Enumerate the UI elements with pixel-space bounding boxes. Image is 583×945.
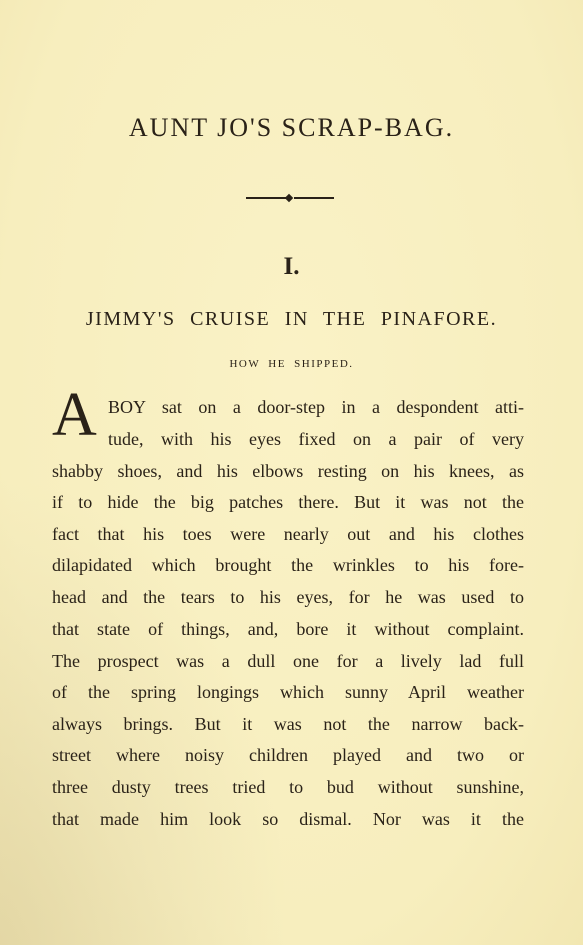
text-line: fact that his toes were nearly out and his clothes [52,524,524,544]
text-line: that made him look so dismal. Nor was it the [52,809,524,829]
chapter-number: I. [283,253,300,280]
chapter-title: JIMMY'S CRUISE IN THE PINAFORE. [85,308,498,330]
text-line: street where noisy children played and two or [52,745,524,765]
text-line: The prospect was a dull one for a lively lad full [52,651,524,671]
text-line: of the spring longings which sunny April weather [52,682,524,702]
drop-cap: A [52,381,97,449]
text-line: tude, with his eyes fixed on a pair of very [108,429,524,449]
title-ornament [246,195,334,201]
text-line: head and the tears to his eyes, for he was used to [52,587,524,607]
text-line: dilapidated which brought the wrinkles to his fore- [52,555,524,575]
section-title: HOW HE SHIPPED. [229,358,354,370]
text-line: always brings. But it was not the narrow back- [52,714,524,734]
text-line: BOY sat on a door-step in a despondent atti- [108,397,524,417]
ornament-rule-left [246,197,286,199]
text-line: three dusty trees tried to bud without sunshine, [52,777,524,797]
ornament-diamond [285,194,293,202]
ornament-rule-right [294,197,334,199]
text-line: that state of things, and, bore it without complaint. [52,619,524,639]
text-line: shabby shoes, and his elbows resting on his knees, as [52,461,524,481]
book-title: AUNT JO'S SCRAP-BAG. [128,113,455,142]
text-line: if to hide the big patches there. But it was not the [52,492,524,512]
